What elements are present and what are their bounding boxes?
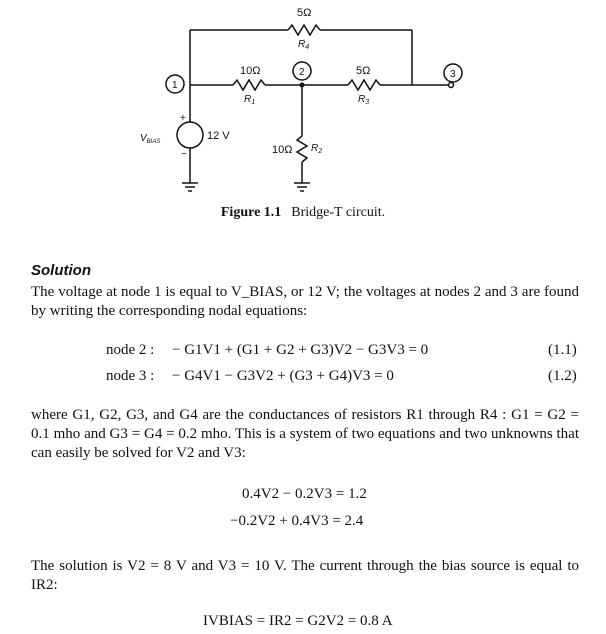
figure-caption-text: Bridge-T circuit. <box>291 205 386 220</box>
paragraph-1: The voltage at node 1 is equal to V_BIAS, or 12 V; the voltages at nodes 2 and 3 are found by writing the corresponding nodal equations: <box>31 284 579 319</box>
r4-name: $R_4$ <box>298 39 310 51</box>
r3-value: 5Ω <box>356 65 371 77</box>
equation-1-2-number: (1.2) <box>548 368 577 384</box>
system-equation-1: 0.4V2 − 0.2V3 = 1.2 <box>242 486 367 502</box>
ground-symbol-left <box>182 183 198 191</box>
r4-value: 5Ω <box>297 7 312 19</box>
r2-name: $R_2$ <box>311 143 323 155</box>
bridge-t-circuit <box>0 0 606 205</box>
figure-number: Figure 1.1 <box>220 205 282 220</box>
figure-caption <box>0 205 606 221</box>
final-equation: IVBIAS = IR2 = G2V2 = 0.8 A <box>203 613 393 629</box>
resistor-r3 <box>348 80 380 90</box>
voltage-source <box>177 122 203 148</box>
ground-symbol-right <box>294 183 310 191</box>
paragraph-2: where G1, G2, G3, and G4 are the conductances of resistors R1 through R4 : G1 = G2 = 0.1 mho and G3 = G4 = 0.2 mho. This is a system of two equations and two unknowns that can easily be solved for V2 and V3: <box>31 407 579 461</box>
solution-heading: Solution <box>31 262 91 279</box>
source-name: $V_{BIAS}$ <box>140 133 161 145</box>
equation-1-1: − G1V1 + (G1 + G2 + G3)V2 − G3V3 = 0 <box>172 342 429 358</box>
source-minus: − <box>181 149 187 160</box>
system-equation-2: −0.2V2 + 0.4V3 = 2.4 <box>230 513 364 529</box>
equation-1-2: − G4V1 − G3V2 + (G3 + G4)V3 = 0 <box>172 368 394 384</box>
r1-name: $R_1$ <box>244 94 256 106</box>
node-1-label: 1 <box>172 80 178 91</box>
node-3-label: node 3 : <box>106 368 155 384</box>
source-plus: + <box>180 113 186 124</box>
node-2-label: node 2 : <box>106 342 155 358</box>
node-2-label: 2 <box>299 67 305 78</box>
paragraph-3: The solution is V2 = 8 V and V3 = 10 V. The current through the bias source is equal to IR2: <box>31 558 579 593</box>
resistor-r2 <box>297 136 307 162</box>
r1-value: 10Ω <box>240 65 261 77</box>
source-value: 12 V <box>207 130 230 142</box>
resistor-r4 <box>288 25 320 35</box>
equation-1-1-number: (1.1) <box>548 342 577 358</box>
r2-value: 10Ω <box>272 144 293 156</box>
resistor-r1 <box>233 80 265 90</box>
r3-name: $R_3$ <box>358 94 370 106</box>
node-3-label: 3 <box>450 69 456 80</box>
